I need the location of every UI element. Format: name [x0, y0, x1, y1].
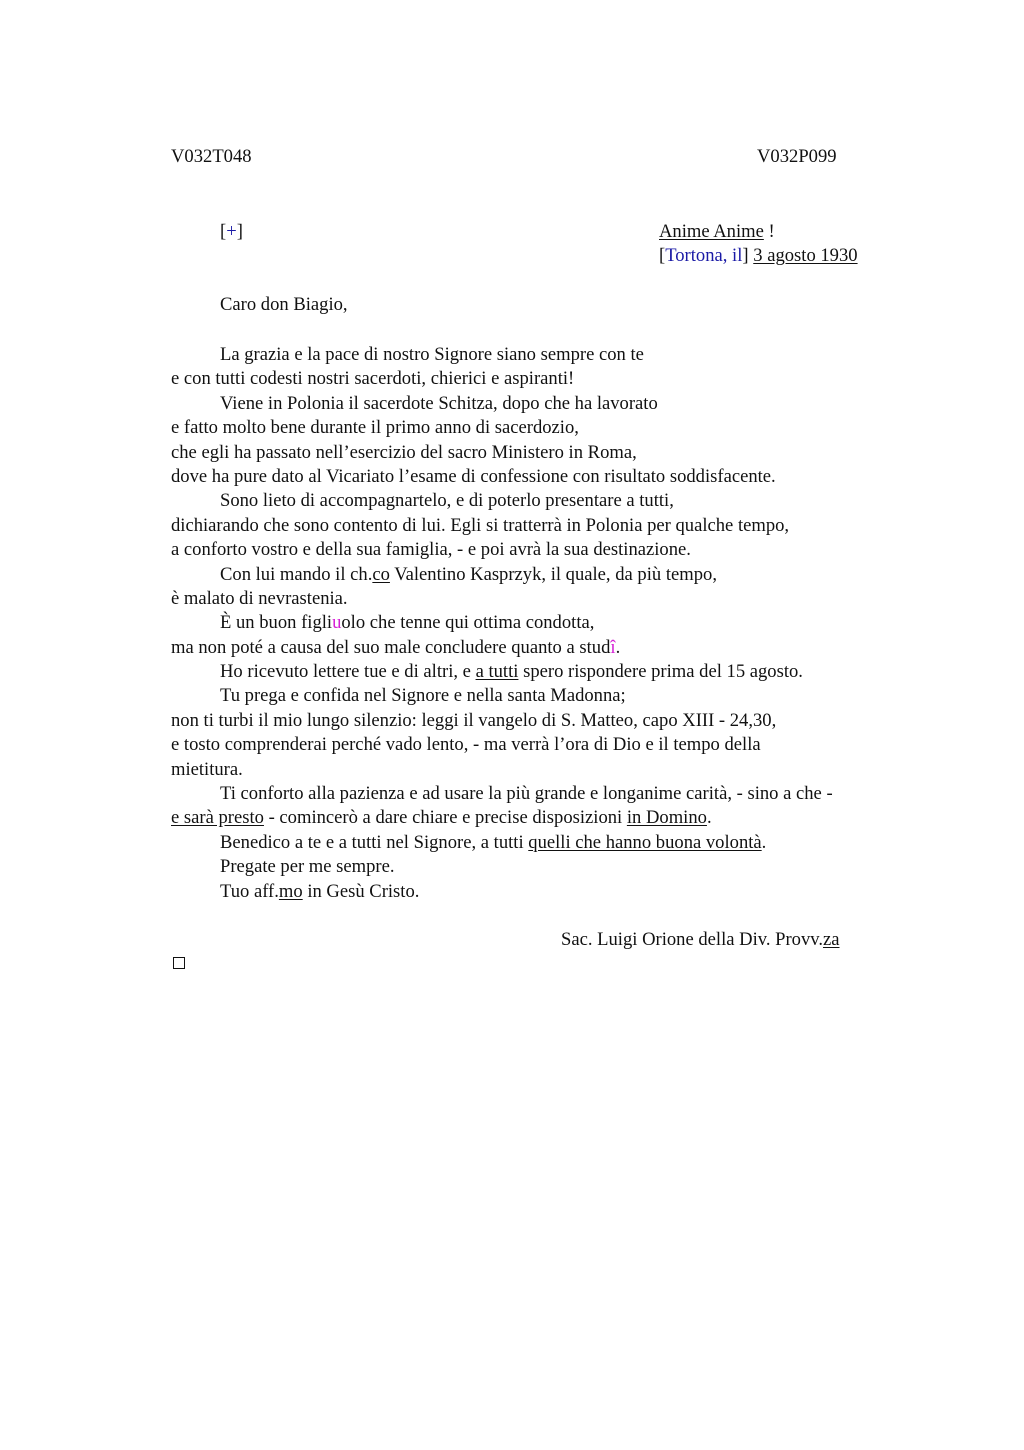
- abbreviation-superscript: mo: [278, 880, 303, 902]
- bracket-open: [: [220, 221, 227, 242]
- body-line: Ti conforto alla pazienza e ad usare la più grande e longanime carità, - sino a che -: [220, 783, 833, 805]
- text-segment: Valentino Kasprzyk, il quale, da più tempo,: [389, 563, 717, 585]
- body-line: dove ha pure dato al Vicariato l’esame di confessione con risultato soddisfacente.: [171, 465, 776, 487]
- abbreviation-superscript: co: [372, 563, 390, 585]
- place-bracket-open: [: [659, 245, 666, 266]
- cross-mark: [220, 221, 243, 243]
- salutation: Caro don Biagio,: [220, 294, 348, 315]
- text-segment: Tuo aff.: [220, 880, 279, 902]
- body-line: [171, 831, 911, 855]
- body-line: Sono lieto di accompagnartelo, e di poterlo presentare a tutti,: [220, 490, 674, 512]
- text-segment: .: [706, 807, 712, 829]
- body-line: mietitura.: [171, 758, 243, 780]
- text-segment: Con lui mando il ch.: [220, 563, 373, 585]
- underlined-phrase: a tutti: [475, 661, 519, 683]
- body-line: dichiarando che sono contento di lui. Egli si tratterrà in Polonia per qualche tempo,: [171, 514, 790, 536]
- bracket-close: ]: [236, 221, 243, 242]
- motto: [659, 221, 775, 243]
- body-line: La grazia e la pace di nostro Signore siano sempre con te: [220, 344, 644, 365]
- body-line: Pregate per me sempre.: [220, 856, 395, 878]
- body-line: non ti turbi il mio lungo silenzio: leggi il vangelo di S. Matteo, capo XIII - 24,30,: [171, 709, 777, 731]
- editorial-correction: u: [332, 612, 342, 634]
- text-segment: È un buon figli: [220, 612, 333, 634]
- editorial-correction: î: [610, 636, 616, 658]
- text-segment: Ho ricevuto lettere tue e di altri, e: [220, 661, 476, 683]
- body-line: [171, 611, 911, 635]
- text-segment: olo che tenne qui ottima condotta,: [341, 612, 595, 634]
- text-segment: in Gesù Cristo.: [302, 880, 420, 902]
- document-code-left: V032T048: [171, 146, 252, 167]
- underlined-phrase: in Domino: [626, 807, 707, 829]
- body-line: [171, 880, 911, 904]
- body-line: e con tutti codesti nostri sacerdoti, chierici e aspiranti!: [171, 368, 575, 390]
- document-code-right: V032P099: [757, 146, 837, 167]
- cross-symbol: +: [226, 221, 237, 242]
- text-segment: Benedico a te e a tutti nel Signore, a tutti: [220, 831, 529, 853]
- letter-body: [171, 343, 911, 904]
- text-segment: - comincerò a dare chiare e precise disposizioni: [263, 807, 627, 829]
- body-line: e fatto molto bene durante il primo anno di sacerdozio,: [171, 417, 579, 439]
- body-line: Tu prega e confida nel Signore e nella santa Madonna;: [220, 685, 626, 707]
- text-segment: ma non poté a causa del suo male concludere quanto a stud: [171, 636, 611, 658]
- body-line: è malato di nevrastenia.: [171, 587, 348, 609]
- place-date: [659, 245, 858, 267]
- motto-underlined: Anime Anime: [659, 221, 764, 242]
- body-line: Viene in Polonia il sacerdote Schitza, dopo che ha lavorato: [220, 392, 658, 414]
- text-segment: spero rispondere prima del 15 agosto.: [518, 661, 803, 683]
- signature-text: Sac. Luigi Orione della Div. Provv.: [561, 929, 823, 950]
- square-icon: [173, 957, 185, 969]
- text-segment: .: [615, 636, 621, 658]
- letter-date: 3 agosto 1930: [753, 245, 858, 266]
- body-line: a conforto vostro e della sua famiglia, - e poi avrà la sua destinazione.: [171, 539, 691, 561]
- body-line: [171, 660, 911, 684]
- underlined-phrase: e sarà presto: [171, 807, 264, 829]
- body-line: che egli ha passato nell’esercizio del sacro Ministero in Roma,: [171, 441, 637, 463]
- text-segment: .: [761, 831, 767, 853]
- signature: [561, 929, 840, 951]
- underlined-phrase: quelli che hanno buona volontà: [528, 831, 762, 853]
- signature-abbreviation: za: [822, 929, 840, 950]
- body-line: [171, 806, 911, 830]
- body-line: [171, 636, 911, 660]
- body-line: e tosto comprenderai perché vado lento, - ma verrà l’ora di Dio e il tempo della: [171, 734, 761, 756]
- place-text: Tortona, il: [665, 245, 743, 266]
- body-line: [171, 563, 911, 587]
- place-bracket-close: ]: [742, 245, 754, 266]
- motto-rest: !: [763, 221, 775, 242]
